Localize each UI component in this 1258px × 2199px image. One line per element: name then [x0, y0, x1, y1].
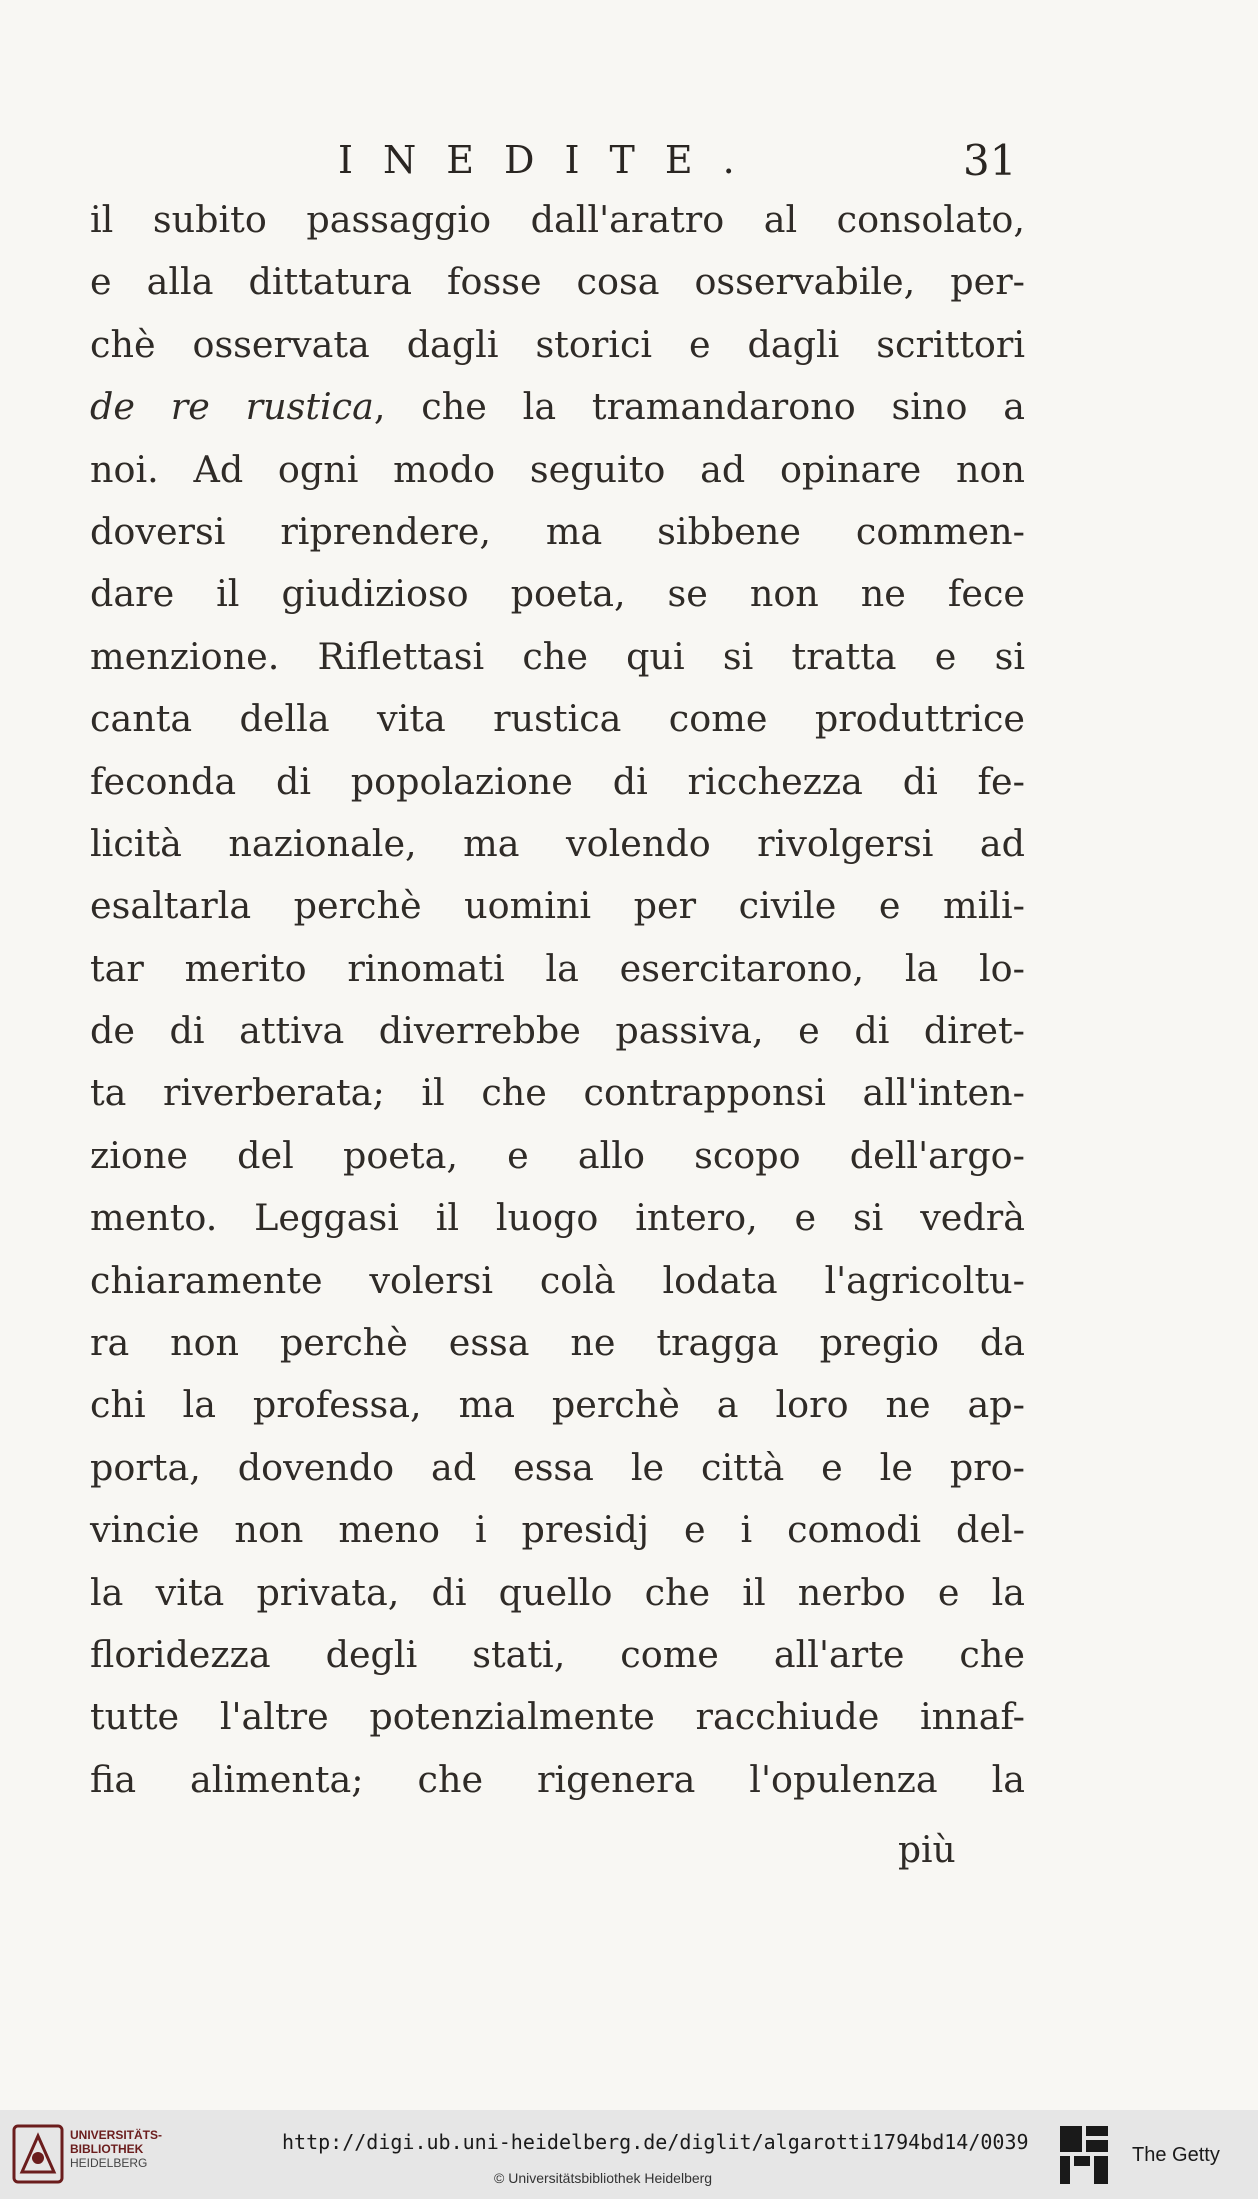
- italic-title: de re rustica: [90, 385, 374, 429]
- text-line: e alla dittatura fosse cosa osservabile, per-: [90, 260, 1025, 304]
- text-line: zione del poeta, e allo scopo dell'argo-: [90, 1133, 1025, 1177]
- text-line: floridezza degli stati, come all'arte che: [90, 1632, 1025, 1676]
- text-line: doversi riprendere, ma sibbene commen-: [90, 509, 1025, 553]
- text-line: feconda di popolazione di ricchezza di fe-: [90, 759, 1025, 803]
- library-name-line: BIBLIOTHEK: [70, 2142, 144, 2156]
- library-name-line: UNIVERSITÄTS-: [70, 2128, 163, 2142]
- running-head: INEDITE.: [338, 138, 765, 182]
- copyright-notice: © Universitätsbibliothek Heidelberg: [494, 2170, 713, 2186]
- partner-name[interactable]: The Getty: [1132, 2144, 1220, 2166]
- text-line: porta, dovendo ad essa le città e le pro-: [90, 1445, 1025, 1489]
- page-number: 31: [963, 136, 1017, 185]
- text-line: [90, 376, 1025, 438]
- text-line: chi la professa, ma perchè a loro ne ap-: [90, 1383, 1025, 1427]
- text-line: ra non perchè essa ne tragga pregio da: [90, 1321, 1025, 1365]
- text-line: dare il giudizioso poeta, se non ne fece: [90, 572, 1025, 616]
- library-city: HEIDELBERG: [70, 2156, 148, 2170]
- library-name: [70, 2128, 162, 2170]
- text-line: mento. Leggasi il luogo intero, e si vedrà: [90, 1196, 1025, 1240]
- text-line: licità nazionale, ma volendo rivolgersi ad: [90, 821, 1025, 865]
- text-line: il subito passaggio dall'aratro al consolato,: [90, 198, 1025, 241]
- text-line: tar merito rinomati la esercitarono, la lo-: [90, 946, 1025, 990]
- footer-bar: [0, 2110, 1258, 2199]
- university-seal-icon: [12, 2124, 64, 2184]
- text-line: vincie non meno i presidj e i comodi del-: [90, 1508, 1025, 1552]
- text-line: canta della vita rustica come produttrice: [90, 697, 1025, 741]
- text-line: ta riverberata; il che contrapponsi all'inten-: [90, 1071, 1025, 1115]
- text-line: de di attiva diverrebbe passiva, e di diret-: [90, 1009, 1025, 1053]
- text-line: la vita privata, di quello che il nerbo e la: [90, 1570, 1025, 1614]
- text-line: tutte l'altre potenzialmente racchiude innaf-: [90, 1695, 1025, 1739]
- catchword: più: [898, 1830, 956, 1871]
- getty-logo-icon: [1058, 2124, 1110, 2186]
- body-text: [90, 189, 1025, 1811]
- text-line: chè osservata dagli storici e dagli scrittori: [90, 322, 1025, 366]
- text-line: chiaramente volersi colà lodata l'agricoltu-: [90, 1258, 1025, 1302]
- text-line: noi. Ad ogni modo seguito ad opinare non: [90, 447, 1025, 491]
- text-span: , che la tramandarono sino a: [373, 385, 1025, 429]
- text-line: fia alimenta; che rigenera l'opulenza la: [90, 1757, 1025, 1801]
- text-line: esaltarla perchè uomini per civile e mili-: [90, 884, 1025, 928]
- text-line: menzione. Riflettasi che qui si tratta e si: [90, 634, 1025, 678]
- permalink-url[interactable]: http://digi.ub.uni-heidelberg.de/diglit/algarotti1794bd14/0039: [282, 2130, 1029, 2154]
